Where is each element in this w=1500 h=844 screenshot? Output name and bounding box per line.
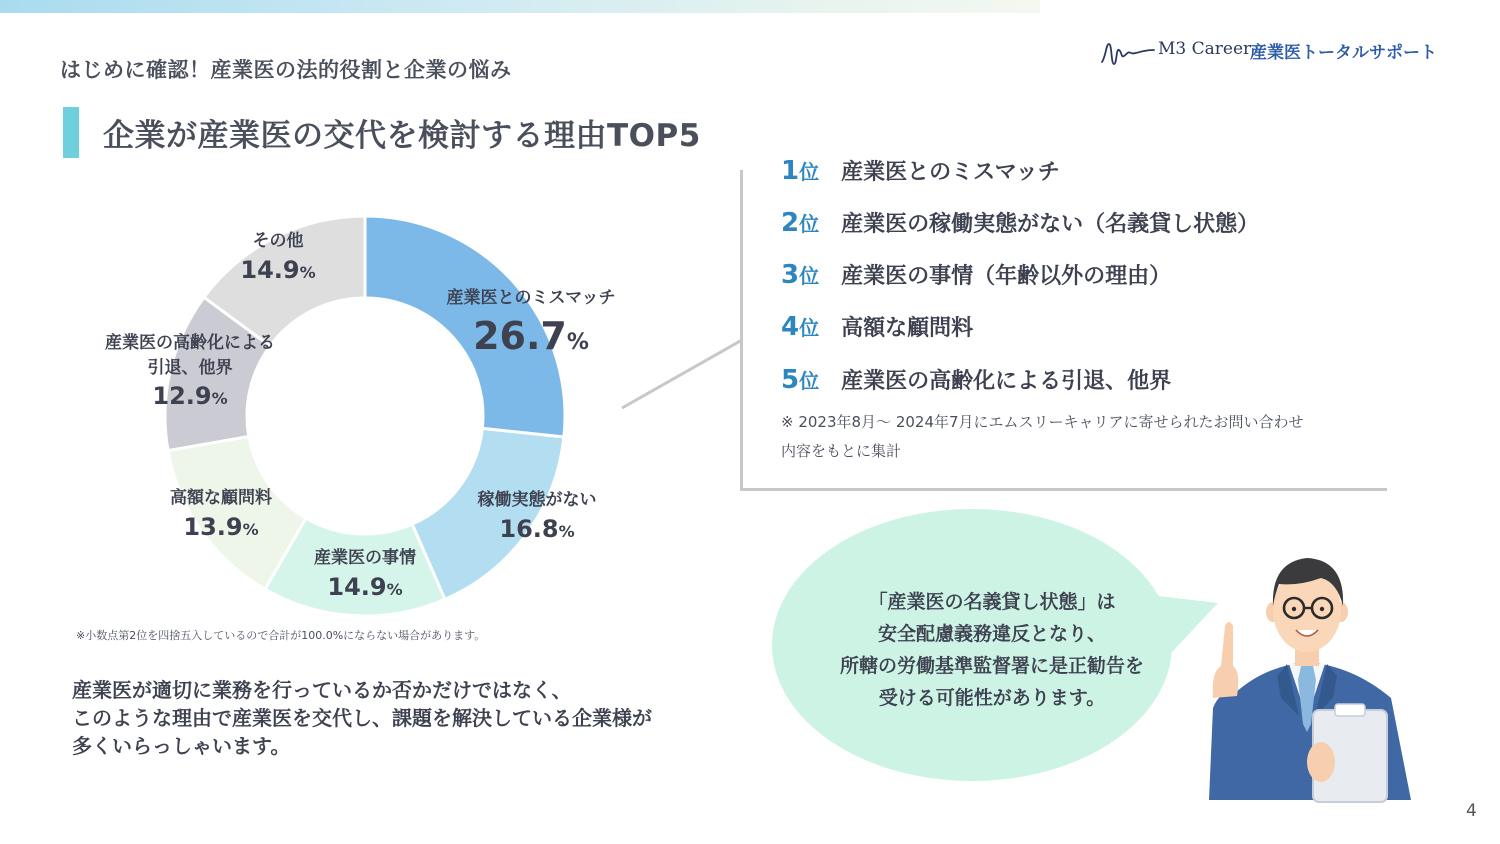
rank-number: 1 — [781, 156, 800, 186]
rank-item-1 — [781, 155, 1060, 199]
rank-number: 3 — [781, 260, 800, 290]
rank-unit: 位 — [799, 212, 820, 236]
bubble-line: 所轄の労働基準監督署に是正勧告を — [839, 655, 1144, 677]
body-text-line: 多くいらっしゃいます。 — [72, 734, 291, 758]
rank-text: 高額な顧問料 — [841, 316, 974, 341]
logo-text: M3 Career — [1158, 39, 1252, 59]
bubble-line: 受ける可能性があります。 — [878, 687, 1106, 709]
label-no-activity — [462, 488, 612, 545]
rank-number: 2 — [781, 208, 800, 238]
rank-unit: 位 — [799, 316, 820, 340]
rank-text: 産業医の稼働実態がない（名義貸し状態） — [841, 212, 1260, 237]
label-circumstances-name: 産業医の事情 — [314, 548, 416, 568]
wave-logo-icon — [1100, 36, 1156, 68]
logo-subtitle: 産業医トータルサポート — [1250, 43, 1437, 63]
body-text-line: 産業医が適切に業務を行っているか否かだけではなく、 — [72, 678, 572, 702]
ranking-panel — [740, 156, 1387, 491]
rank-text: 産業医とのミスマッチ — [841, 160, 1060, 185]
body-text — [72, 676, 652, 760]
ranking-source-note — [781, 408, 1304, 466]
label-high-fee-value: 13.9% — [183, 512, 259, 541]
section-label: はじめに確認！産業医の法的役割と企業の悩み — [60, 58, 512, 82]
ranking-note-line: 内容をもとに集計 — [781, 442, 902, 460]
brand-logo — [1100, 36, 1480, 68]
page-number: 4 — [1466, 801, 1477, 821]
label-other — [228, 229, 328, 286]
bubble-line: 「産業医の名義貸し状態」は — [868, 591, 1116, 613]
label-other-value: 14.9% — [240, 255, 316, 284]
label-aging-name-line2: 引退、他界 — [147, 357, 233, 378]
label-aging-value: 12.9% — [152, 382, 228, 411]
bubble-line: 安全配慮義務違反となり、 — [877, 623, 1106, 645]
label-mismatch-value: 26.7% — [473, 313, 589, 358]
rank-unit: 位 — [799, 369, 820, 393]
rank-unit: 位 — [799, 264, 820, 288]
page-title: 企業が産業医の交代を検討する理由TOP5 — [103, 118, 701, 154]
chart-rounding-note: ※小数点第2位を四捨五入しているので合計が100.0%にならない場合があります。 — [76, 629, 486, 642]
label-high-fee-name: 高額な顧問料 — [170, 488, 272, 508]
rank-unit: 位 — [799, 160, 820, 184]
rank-text: 産業医の高齢化による引退、他界 — [841, 369, 1172, 394]
rank-item-4 — [781, 311, 973, 355]
rank-text: 産業医の事情（年齢以外の理由） — [841, 264, 1172, 289]
label-aging-name-line1: 産業医の高齢化による — [105, 333, 275, 353]
ranking-note-line: ※ 2023年8月～ 2024年7月にエムスリーキャリアに寄せられたお問い合わせ — [781, 413, 1304, 431]
label-other-name: その他 — [252, 231, 304, 251]
label-high-fee — [156, 486, 286, 543]
speech-bubble-text — [772, 586, 1212, 714]
rank-number: 4 — [781, 312, 800, 342]
label-no-activity-value: 16.8% — [499, 514, 575, 543]
label-circumstances — [296, 546, 434, 603]
label-no-activity-name: 稼働実態がない — [477, 490, 597, 510]
body-text-line: このような理由で産業医を交代し、課題を解決している企業様が — [72, 706, 652, 730]
label-circumstances-value: 14.9% — [327, 572, 403, 601]
rank-number: 5 — [781, 365, 800, 395]
label-mismatch-name: 産業医とのミスマッチ — [446, 288, 616, 308]
rank-item-3 — [781, 259, 1171, 303]
rank-item-2 — [781, 207, 1259, 251]
rank-item-5 — [781, 364, 1171, 408]
label-aging — [90, 331, 290, 413]
label-mismatch — [420, 286, 642, 362]
doctor-illustration — [1195, 548, 1420, 803]
